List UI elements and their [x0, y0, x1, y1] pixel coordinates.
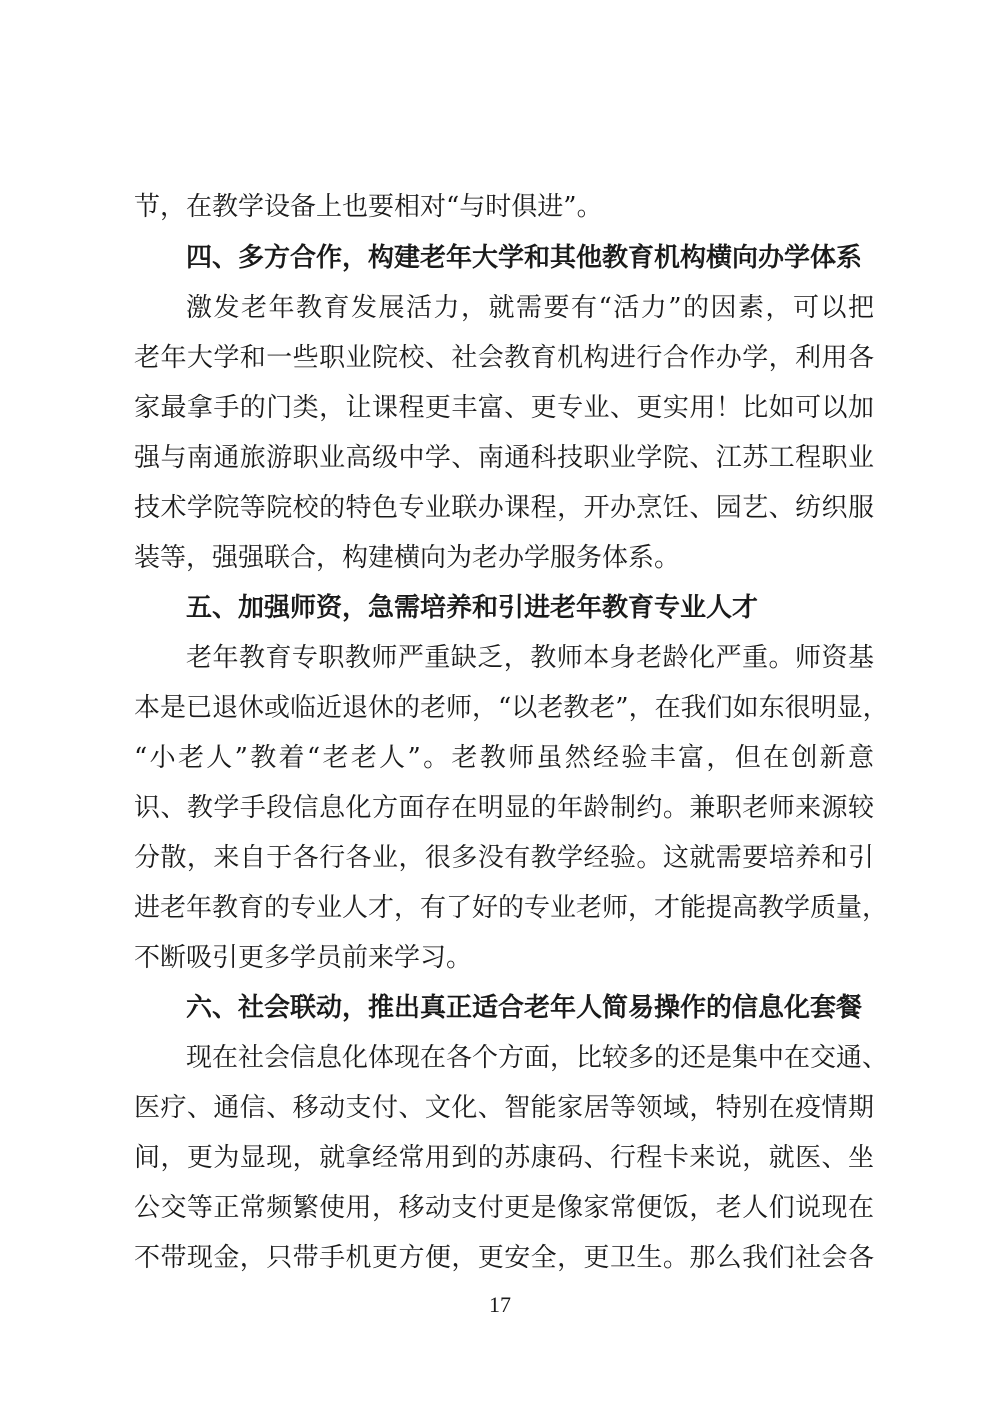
body-line: 识、教学手段信息化方面存在明显的年龄制约。兼职老师来源较: [134, 793, 874, 823]
body-line: 间，更为显现，就拿经常用到的苏康码、行程卡来说，就医、坐: [134, 1143, 874, 1173]
body-line: 装等，强强联合，构建横向为老办学服务体系。: [134, 543, 681, 573]
body-line: 本是已退休或临近退休的老师，“以老教老”，在我们如东很明显，: [134, 693, 889, 723]
body-line: 强与南通旅游职业高级中学、南通科技职业学院、江苏工程职业: [134, 443, 874, 473]
body-line: 医疗、通信、移动支付、文化、智能家居等领域，特别在疫情期: [134, 1093, 874, 1123]
body-line: 老年教育专职教师严重缺乏，教师本身老龄化严重。师资基: [186, 643, 874, 673]
body-line: 现在社会信息化体现在各个方面，比较多的还是集中在交通、: [186, 1043, 889, 1073]
body-line: “小老人”教着“老老人”。老教师虽然经验丰富，但在创新意: [134, 743, 874, 773]
body-line: 老年大学和一些职业院校、社会教育机构进行合作办学，利用各: [134, 343, 874, 373]
body-line: 激发老年教育发展活力，就需要有“活力”的因素，可以把: [186, 293, 874, 323]
body-line: 分散，来自于各行各业，很多没有教学经验。这就需要培养和引: [134, 843, 874, 873]
body-line: 公交等正常频繁使用，移动支付更是像家常便饭，老人们说现在: [134, 1193, 874, 1223]
body-line: 进老年教育的专业人才，有了好的专业老师，才能提高教学质量，: [134, 893, 889, 923]
page-number: 17: [489, 1292, 511, 1317]
body-line: 技术学院等院校的特色专业联办课程，开办烹饪、园艺、纺织服: [134, 493, 874, 523]
body-line: 不断吸引更多学员前来学习。: [134, 943, 473, 973]
section-heading-4: 四、多方合作，构建老年大学和其他教育机构横向办学体系: [186, 243, 863, 273]
section-heading-5: 五、加强师资，急需培养和引进老年教育专业人才: [186, 593, 759, 623]
body-line: 节，在教学设备上也要相对“与时俱进”。: [134, 192, 603, 222]
section-heading-6: 六、社会联动，推出真正适合老年人简易操作的信息化套餐: [186, 993, 863, 1023]
body-line: 家最拿手的门类，让课程更丰富、更专业、更实用！比如可以加: [134, 393, 874, 423]
body-line: 不带现金，只带手机更方便，更安全，更卫生。那么我们社会各: [134, 1243, 874, 1273]
